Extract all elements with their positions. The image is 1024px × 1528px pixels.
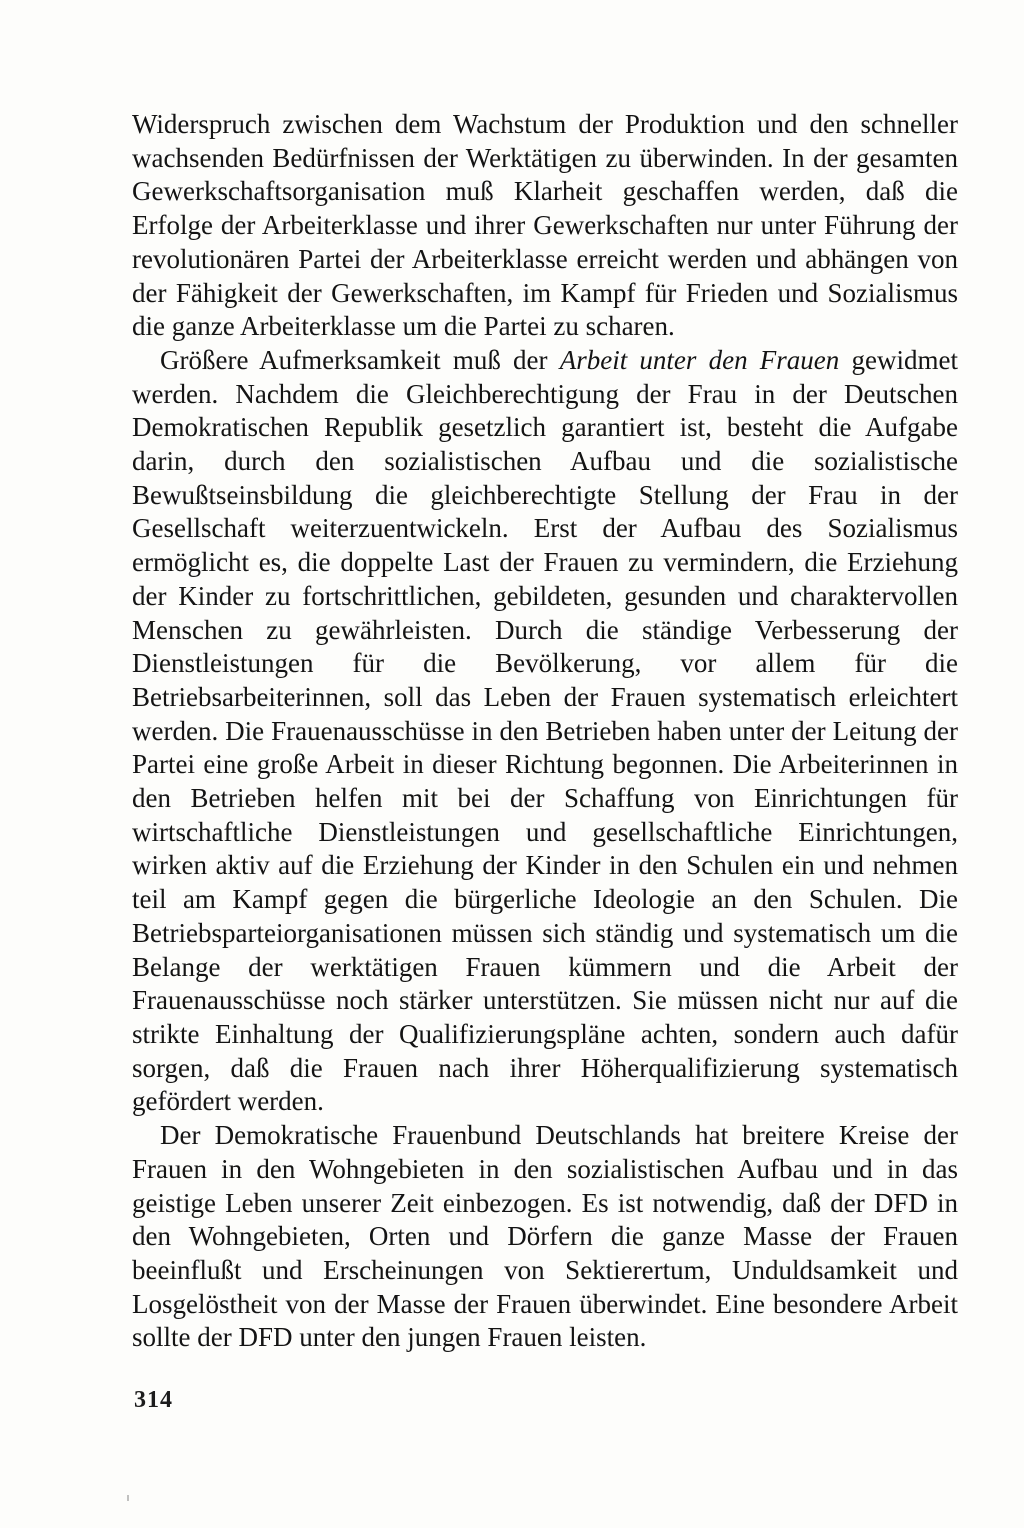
paragraph-2: [132, 344, 958, 1119]
paragraph-1: [132, 108, 958, 344]
paragraph-3: [132, 1119, 958, 1355]
paragraph-1-text: Widerspruch zwischen dem Wachstum der Produktion und den schneller wachsenden Bedürfnissen der Werktätigen zu überwinden. In der gesamten Gewerkschaftsorganisation muß Klarheit geschaffen werden, daß die Erfolge der Arbeiterklasse und ihrer Gewerkschaften nur unter Führung der revolutionären Partei der Arbeiterklasse erreicht werden und abhängen von der Fähigkeit der Gewerkschaften, im Kampf für Frieden und Sozialismus die ganze Arbeiterklasse um die Partei zu scharen.: [132, 109, 958, 342]
page-number: 314: [134, 1387, 173, 1413]
paragraph-3-text: Der Demokratische Frauenbund Deutschlands hat breitere Kreise der Frauen in den Wohngebieten in den sozialistischen Aufbau und in das geistige Leben unserer Zeit einbezogen. Es ist notwendig, daß der DFD in den Wohngebieten, Orten und Dörfern die ganze Masse der Frauen beeinflußt und Erscheinungen von Sektierertum, Unduldsamkeit und Losgelöstheit von der Masse der Frauen überwindet. Eine besondere Arbeit sollte der DFD unter den jungen Frauen leisten.: [132, 1120, 958, 1353]
paper-speck: [127, 1495, 129, 1501]
paragraph-2-text-rest: gewidmet werden. Nachdem die Gleichberechtigung der Frau in der Deutschen Demokratischen Republik gesetzlich garantiert ist, besteht die Aufgabe darin, durch den sozialistischen Aufbau und die sozialistische Bewußtseinsbildung die gleichberechtigte Stellung der Frau in der Gesellschaft weiterzuentwickeln. Erst der Aufbau des Sozialismus ermöglicht es, die doppelte Last der Frauen zu vermindern, die Erziehung der Kinder zu fortschrittlichen, gebildeten, gesunden und charaktervollen Menschen zu gewährleisten. Durch die ständige Verbesserung der Dienstleistungen für die Bevölkerung, vor allem für die Betriebsarbeiterinnen, soll das Leben der Frauen systematisch erleichtert werden. Die Frauenausschüsse in den Betrieben haben unter der Leitung der Partei eine große Arbeit in dieser Richtung begonnen. Die Arbeiterinnen in den Betrieben helfen mit bei der Schaffung von Einrichtungen für wirtschaftliche Dienstleistungen und gesellschaftliche Einrichtungen, wirken aktiv auf die Erziehung der Kinder in den Schulen ein und nehmen teil am Kampf gegen die bürgerliche Ideologie an den Schulen. Die Betriebsparteiorganisationen müssen sich ständig und systematisch um die Belange der werktätigen Frauen kümmern und die Arbeit der Frauenausschüsse noch stärker unterstützen. Sie müssen nicht nur auf die strikte Einhaltung der Qualifizierungspläne achten, sondern auch dafür sorgen, daß die Frauen nach ihrer Höherqualifizierung systematisch gefördert werden.: [132, 344, 958, 1117]
paragraph-2-emphasis: Arbeit unter den Frauen: [559, 344, 840, 375]
paragraph-2-text-start: Größere Aufmerksamkeit muß der: [160, 344, 560, 375]
body-text: [132, 108, 958, 1355]
